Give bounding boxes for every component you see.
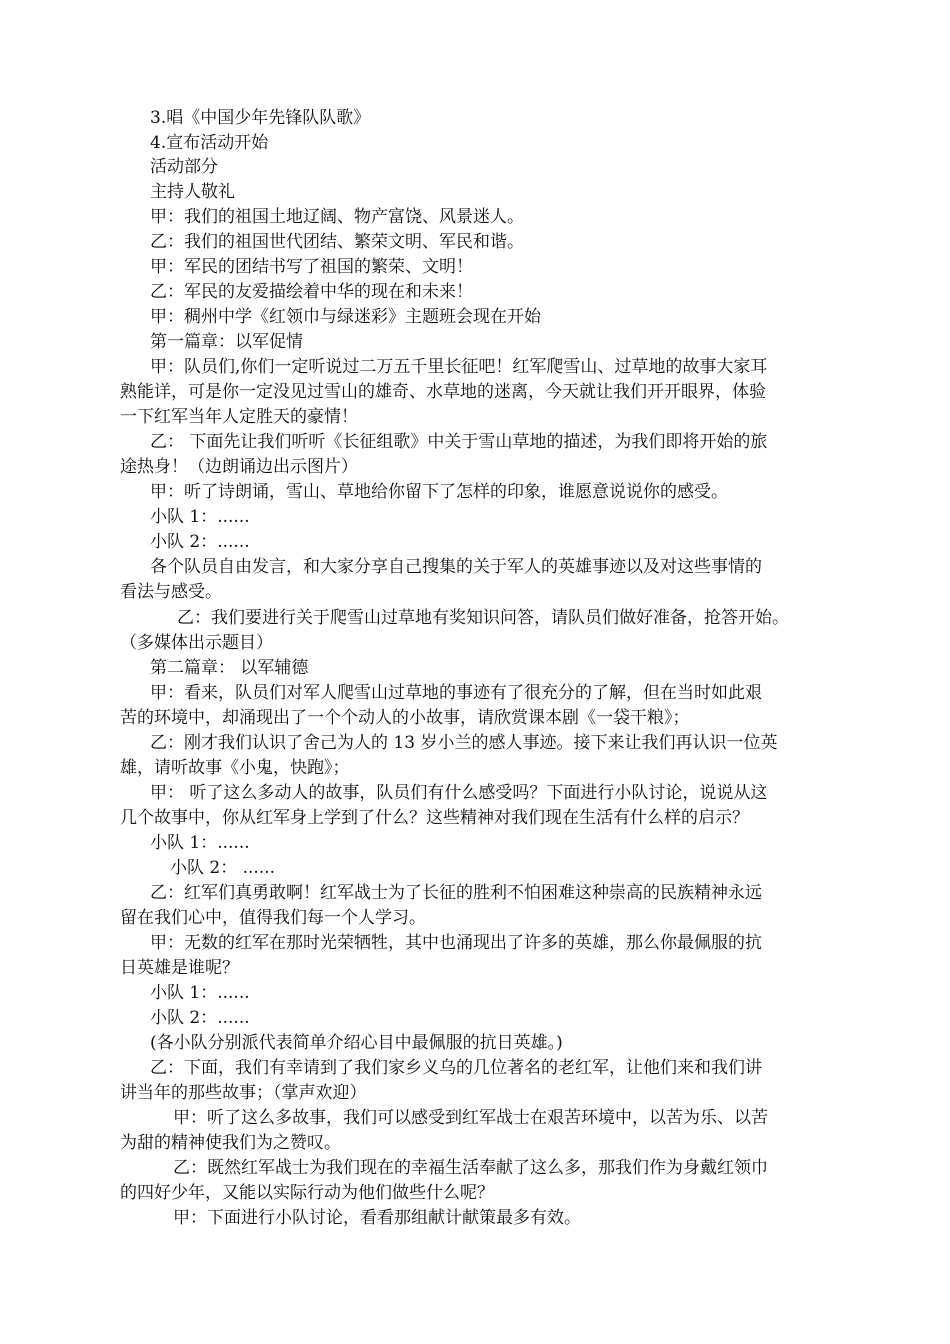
text-line: 为甜的精神使我们为之赞叹。 (120, 1133, 341, 1153)
text-line: 各个队员自由发言，和大家分享自己搜集的关于军人的英雄事迹以及对这些事情的 (150, 557, 762, 577)
text-line: 小队 1：...... (150, 507, 250, 527)
text-line: 甲：军民的团结书写了祖国的繁荣、文明！ (150, 257, 473, 277)
chapter-heading: 第二篇章： 以军辅德 (150, 658, 309, 678)
text-line: 小队 2：...... (150, 532, 250, 552)
text-line: 乙： 下面先让我们听听《长征组歌》中关于雪山草地的描述，为我们即将开始的旅 (150, 432, 768, 452)
text-line: 一下红军当年人定胜天的豪情！ (120, 407, 358, 427)
text-line: 雄，请听故事《小鬼，快跑》； (120, 758, 350, 778)
text-line: 途热身！（边朗诵边出示图片） (120, 457, 358, 477)
text-line: 4.宣布活动开始 (150, 133, 269, 153)
text-line: 乙：我们的祖国世代团结、繁荣文明、军民和谐。 (150, 232, 524, 252)
text-line: 的四好少年，又能以实际行动为他们做些什么呢？ (120, 1183, 494, 1203)
text-line: 乙：刚才我们认识了舍己为人的 13 岁小兰的感人事迹。接下来让我们再认识一位英 (150, 733, 778, 753)
text-line: 乙：我们要进行关于爬雪山过草地有奖知识问答，请队员们做好准备，抢答开始。 (177, 608, 789, 628)
text-line: 乙：既然红军战士为我们现在的幸福生活奉献了这么多，那我们作为身戴红领巾 (173, 1158, 768, 1178)
text-line: 小队 1：...... (150, 833, 250, 853)
text-line: 主持人敬礼 (150, 182, 235, 202)
text-line: 甲：稠州中学《红领巾与绿迷彩》主题班会现在开始 (150, 307, 541, 327)
text-line: 看法与感受。 (120, 582, 222, 602)
text-line: 留在我们心中，值得我们每一个人学习。 (120, 908, 426, 928)
text-line: 甲：看来，队员们对军人爬雪山过草地的事迹有了很充分的了解，但在当时如此艰 (150, 683, 762, 703)
text-line: 甲：下面进行小队讨论，看看那组献计献策最多有效。 (173, 1208, 581, 1228)
text-line: 小队 2：...... (150, 1008, 250, 1028)
text-line: 日英雄是谁呢？ (120, 958, 239, 978)
text-line: 小队 1：...... (150, 983, 250, 1003)
text-line: 讲当年的那些故事；（掌声欢迎） (120, 1083, 367, 1103)
text-line: 3.唱《中国少年先锋队队歌》 (150, 108, 371, 128)
text-line: （多媒体出示题目） (120, 633, 273, 653)
text-line: 甲：听了诗朗诵，雪山、草地给你留下了怎样的印象，谁愿意说说你的感受。 (150, 482, 728, 502)
text-line: 甲： 听了这么多动人的故事，队员们有什么感受吗？下面进行小队讨论，说说从这 (150, 783, 768, 803)
text-line: 几个故事中，你从红军身上学到了什么？这些精神对我们现在生活有什么样的启示？ (120, 808, 749, 828)
text-line: 乙：军民的友爱描绘着中华的现在和未来！ (150, 282, 473, 302)
text-line: 甲：我们的祖国土地辽阔、物产富饶、风景迷人。 (150, 207, 524, 227)
text-line: 乙：下面，我们有幸请到了我们家乡义乌的几位著名的老红军，让他们来和我们讲 (150, 1058, 762, 1078)
text-line: 熟能详，可是你一定没见过雪山的雄奇、水草地的迷离，今天就让我们开开眼界，体验 (120, 382, 766, 402)
text-line: 甲：队员们,你们一定听说过二万五千里长征吧！红军爬雪山、过草地的故事大家耳 (150, 357, 768, 377)
text-line: (各小队分别派代表简单介绍心目中最佩服的抗日英雄。) (150, 1033, 563, 1053)
text-line: 苦的环境中，却涌现出了一个个动人的小故事，请欣赏课本剧《一袋干粮》； (120, 708, 690, 728)
text-line: 小队 2： ...... (170, 858, 276, 878)
text-line: 甲：无数的红军在那时光荣牺牲，其中也涌现出了许多的英雄，那么你最佩服的抗 (150, 933, 762, 953)
text-line: 甲：听了这么多故事，我们可以感受到红军战士在艰苦环境中，以苦为乐、以苦 (173, 1108, 768, 1128)
chapter-heading: 第一篇章：以军促情 (150, 332, 303, 352)
section-heading: 活动部分 (150, 157, 218, 177)
text-line: 乙：红军们真勇敢啊！红军战士为了长征的胜利不怕困难这种崇高的民族精神永远 (150, 883, 762, 903)
